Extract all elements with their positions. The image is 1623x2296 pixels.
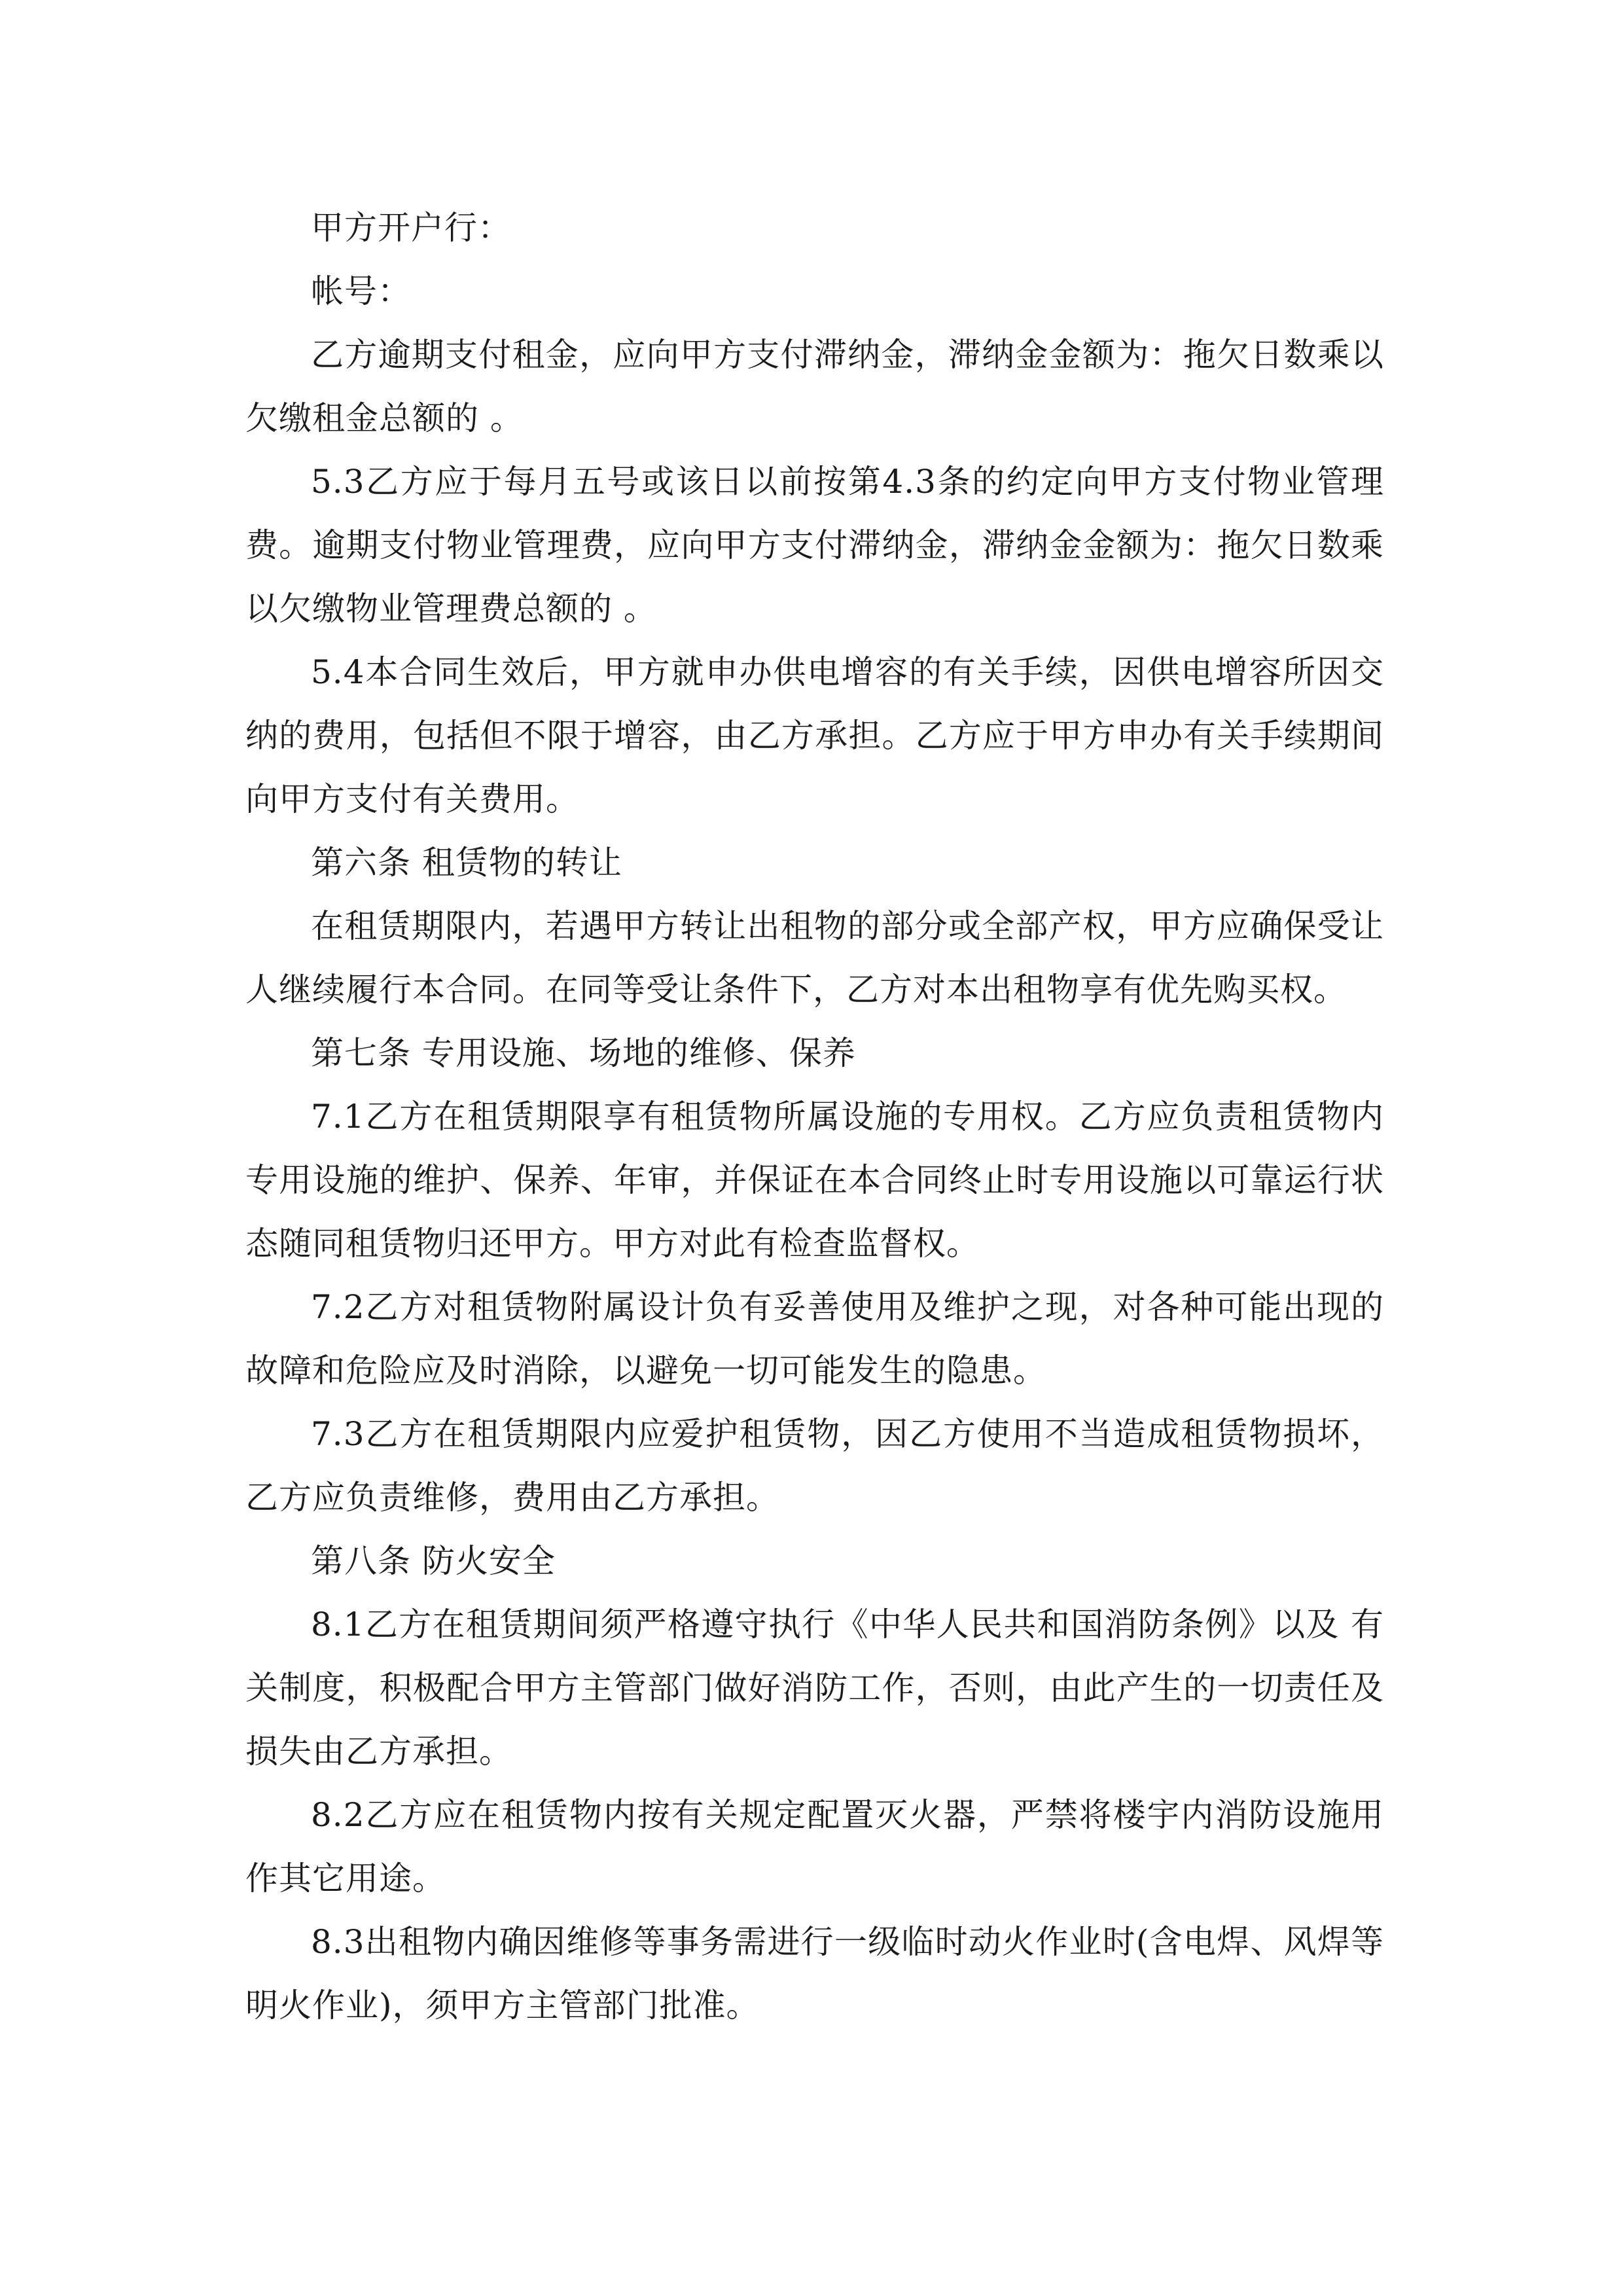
paragraph-clause-8-1: 8.1乙方在租赁期间须严格遵守执行《中华人民共和国消防条例》以及 有关制度，积极配合甲方主管部门做好消防工作，否则，由此产生的一切责任及损失由乙方承担。	[245, 1605, 1384, 1770]
paragraph-clause-8-3: 8.3出租物内确因维修等事务需进行一级临时动火作业时(含电焊、风焊等明火作业)，须甲方主管部门批准。	[245, 1923, 1384, 2024]
document-body	[245, 196, 1384, 2037]
heading-article-8: 第八条 防火安全	[311, 1542, 556, 1580]
paragraph-clause-7-2: 7.2乙方对租赁物附属设计负有妥善使用及维护之现，对各种可能出现的故障和危险应及时消除，以避免一切可能发生的隐患。	[245, 1288, 1384, 1390]
paragraph-clause-8-2: 8.2乙方应在租赁物内按有关规定配置灭火器，严禁将楼宇内消防设施用作其它用途。	[245, 1796, 1384, 1897]
paragraph-article-6-body: 在租赁期限内，若遇甲方转让出租物的部分或全部产权，甲方应确保受让人继续履行本合同。在同等受让条件下，乙方对本出租物享有优先购买权。	[245, 907, 1384, 1009]
paragraph-account: 帐号：	[311, 272, 411, 310]
paragraph-clause-5-4: 5.4本合同生效后，甲方就申办供电增容的有关手续，因供电增容所因交纳的费用，包括但不限于增容，由乙方承担。乙方应于甲方申办有关手续期间向甲方支付有关费用。	[245, 653, 1384, 818]
paragraph-clause-5-3: 5.3乙方应于每月五号或该日以前按第4.3条的约定向甲方支付物业管理费。逾期支付物业管理费，应向甲方支付滞纳金，滞纳金金额为：拖欠日数乘以欠缴物业管理费总额的 。	[245, 463, 1384, 628]
heading-article-6: 第六条 租赁物的转让	[311, 844, 622, 882]
paragraph-clause-7-3: 7.3乙方在租赁期限内应爱护租赁物，因乙方使用不当造成租赁物损坏，乙方应负责维修，费用由乙方承担。	[245, 1415, 1384, 1516]
paragraph-bank: 甲方开户行：	[311, 209, 511, 247]
paragraph-late-rent: 乙方逾期支付租金，应向甲方支付滞纳金，滞纳金金额为：拖欠日数乘以欠缴租金总额的 。	[245, 336, 1384, 437]
heading-article-7: 第七条 专用设施、场地的维修、保养	[311, 1034, 856, 1072]
paragraph-clause-7-1: 7.1乙方在租赁期限享有租赁物所属设施的专用权。乙方应负责租赁物内专用设施的维护、保养、年审，并保证在本合同终止时专用设施以可靠运行状态随同租赁物归还甲方。甲方对此有检查监督权。	[245, 1098, 1384, 1263]
